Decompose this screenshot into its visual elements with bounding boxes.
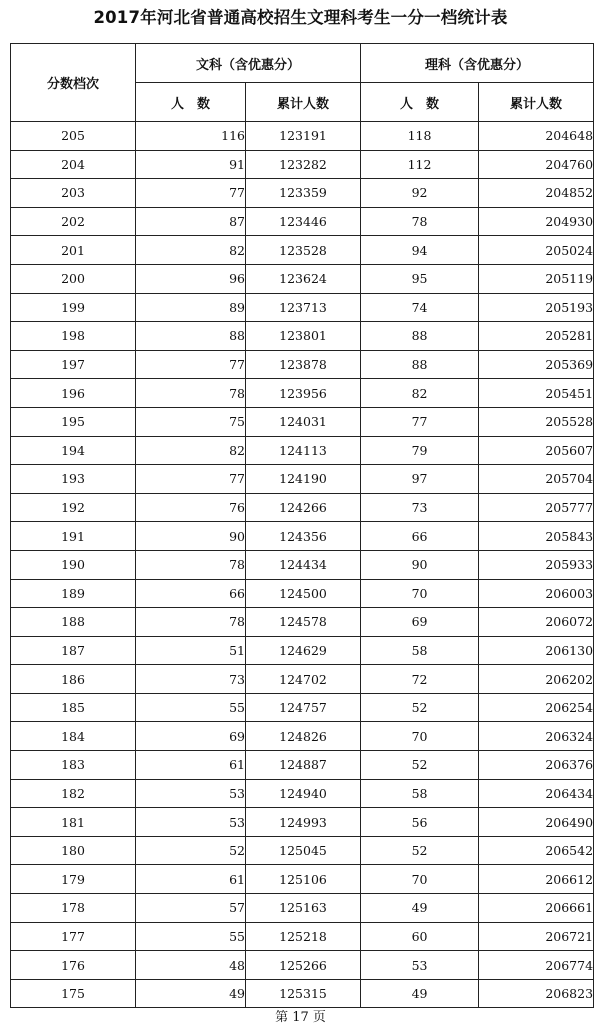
table-row [11, 550, 594, 579]
score-cell: 196 [11, 379, 136, 408]
like-cumulative-cell: 205451 [479, 379, 594, 408]
like-cumulative-cell: 205193 [479, 293, 594, 322]
table-row [11, 150, 594, 179]
table-row [11, 693, 594, 722]
like-cumulative-cell: 205843 [479, 522, 594, 551]
like-cumulative-cell: 205704 [479, 465, 594, 494]
like-count-cell: 79 [361, 436, 479, 465]
like-cumulative-cell: 206774 [479, 951, 594, 980]
like-count-cell: 49 [361, 894, 479, 923]
score-cell: 200 [11, 264, 136, 293]
like-cumulative-cell: 206130 [479, 636, 594, 665]
like-count-cell: 70 [361, 722, 479, 751]
wenke-count-cell: 77 [136, 179, 246, 208]
table-row [11, 236, 594, 265]
wenke-count-cell: 55 [136, 922, 246, 951]
like-count-cell: 53 [361, 951, 479, 980]
score-cell: 204 [11, 150, 136, 179]
wenke-count-cell: 78 [136, 379, 246, 408]
score-cell: 191 [11, 522, 136, 551]
wenke-count-cell: 61 [136, 865, 246, 894]
wenke-count-cell: 82 [136, 436, 246, 465]
like-count-cell: 52 [361, 693, 479, 722]
header-like-cumulative: 累计人数 [479, 83, 594, 122]
score-cell: 176 [11, 951, 136, 980]
wenke-cumulative-cell: 123801 [246, 322, 361, 351]
wenke-count-cell: 52 [136, 836, 246, 865]
wenke-count-cell: 53 [136, 779, 246, 808]
like-cumulative-cell: 206490 [479, 808, 594, 837]
header-like-count: 人 数 [361, 83, 479, 122]
wenke-cumulative-cell: 123282 [246, 150, 361, 179]
table-row [11, 865, 594, 894]
table-row [11, 379, 594, 408]
score-cell: 188 [11, 608, 136, 637]
wenke-count-cell: 55 [136, 693, 246, 722]
like-count-cell: 58 [361, 636, 479, 665]
score-cell: 201 [11, 236, 136, 265]
wenke-count-cell: 57 [136, 894, 246, 923]
like-count-cell: 78 [361, 207, 479, 236]
wenke-count-cell: 89 [136, 293, 246, 322]
like-cumulative-cell: 206612 [479, 865, 594, 894]
score-cell: 184 [11, 722, 136, 751]
score-cell: 180 [11, 836, 136, 865]
wenke-count-cell: 75 [136, 407, 246, 436]
wenke-cumulative-cell: 125315 [246, 979, 361, 1008]
like-count-cell: 69 [361, 608, 479, 637]
like-cumulative-cell: 206542 [479, 836, 594, 865]
table-row [11, 407, 594, 436]
header-wenke: 文科（含优惠分） [136, 44, 361, 83]
table-row [11, 264, 594, 293]
wenke-count-cell: 76 [136, 493, 246, 522]
table-row [11, 922, 594, 951]
wenke-count-cell: 116 [136, 122, 246, 151]
wenke-cumulative-cell: 124266 [246, 493, 361, 522]
score-cell: 179 [11, 865, 136, 894]
table-row [11, 322, 594, 351]
table-row [11, 636, 594, 665]
wenke-cumulative-cell: 124826 [246, 722, 361, 751]
wenke-cumulative-cell: 124940 [246, 779, 361, 808]
like-count-cell: 95 [361, 264, 479, 293]
like-cumulative-cell: 206003 [479, 579, 594, 608]
like-count-cell: 52 [361, 751, 479, 780]
like-count-cell: 97 [361, 465, 479, 494]
table-row [11, 522, 594, 551]
like-cumulative-cell: 206376 [479, 751, 594, 780]
page-number: 第 17 页 [275, 1010, 326, 1025]
wenke-cumulative-cell: 124993 [246, 808, 361, 837]
score-cell: 178 [11, 894, 136, 923]
like-cumulative-cell: 206254 [479, 693, 594, 722]
like-cumulative-cell: 204760 [479, 150, 594, 179]
like-count-cell: 52 [361, 836, 479, 865]
wenke-count-cell: 73 [136, 665, 246, 694]
wenke-count-cell: 77 [136, 350, 246, 379]
wenke-count-cell: 88 [136, 322, 246, 351]
wenke-cumulative-cell: 124500 [246, 579, 361, 608]
wenke-cumulative-cell: 125266 [246, 951, 361, 980]
like-count-cell: 70 [361, 865, 479, 894]
score-cell: 185 [11, 693, 136, 722]
score-cell: 192 [11, 493, 136, 522]
wenke-cumulative-cell: 123359 [246, 179, 361, 208]
score-cell: 190 [11, 550, 136, 579]
wenke-count-cell: 69 [136, 722, 246, 751]
wenke-cumulative-cell: 123528 [246, 236, 361, 265]
table-row [11, 751, 594, 780]
score-cell: 177 [11, 922, 136, 951]
table-row [11, 579, 594, 608]
wenke-cumulative-cell: 124578 [246, 608, 361, 637]
table-row [11, 465, 594, 494]
like-count-cell: 77 [361, 407, 479, 436]
score-cell: 182 [11, 779, 136, 808]
like-cumulative-cell: 205607 [479, 436, 594, 465]
like-count-cell: 82 [361, 379, 479, 408]
table-row [11, 493, 594, 522]
table-row [11, 207, 594, 236]
score-cell: 193 [11, 465, 136, 494]
table-row [11, 179, 594, 208]
like-count-cell: 60 [361, 922, 479, 951]
like-count-cell: 94 [361, 236, 479, 265]
like-count-cell: 66 [361, 522, 479, 551]
wenke-count-cell: 78 [136, 608, 246, 637]
table-row [11, 808, 594, 837]
wenke-cumulative-cell: 123713 [246, 293, 361, 322]
wenke-count-cell: 90 [136, 522, 246, 551]
wenke-cumulative-cell: 124031 [246, 407, 361, 436]
score-cell: 175 [11, 979, 136, 1008]
like-count-cell: 49 [361, 979, 479, 1008]
wenke-cumulative-cell: 124190 [246, 465, 361, 494]
table-row [11, 894, 594, 923]
wenke-cumulative-cell: 123624 [246, 264, 361, 293]
table-row [11, 951, 594, 980]
table-row [11, 665, 594, 694]
table-row [11, 608, 594, 637]
document-title: 2017年河北省普通高校招生文理科考生一分一档统计表 [93, 8, 508, 27]
table-row [11, 836, 594, 865]
wenke-count-cell: 51 [136, 636, 246, 665]
wenke-cumulative-cell: 123191 [246, 122, 361, 151]
like-cumulative-cell: 205369 [479, 350, 594, 379]
like-count-cell: 73 [361, 493, 479, 522]
score-cell: 197 [11, 350, 136, 379]
wenke-count-cell: 61 [136, 751, 246, 780]
wenke-cumulative-cell: 124702 [246, 665, 361, 694]
score-cell: 189 [11, 579, 136, 608]
table-row [11, 722, 594, 751]
table-row [11, 779, 594, 808]
score-cell: 186 [11, 665, 136, 694]
wenke-count-cell: 82 [136, 236, 246, 265]
wenke-cumulative-cell: 123446 [246, 207, 361, 236]
table-row [11, 122, 594, 151]
like-cumulative-cell: 206072 [479, 608, 594, 637]
table-row [11, 350, 594, 379]
score-cell: 181 [11, 808, 136, 837]
wenke-cumulative-cell: 125218 [246, 922, 361, 951]
like-count-cell: 72 [361, 665, 479, 694]
like-cumulative-cell: 204648 [479, 122, 594, 151]
like-cumulative-cell: 206721 [479, 922, 594, 951]
header-wenke-cumulative: 累计人数 [246, 83, 361, 122]
table-row [11, 293, 594, 322]
wenke-cumulative-cell: 125045 [246, 836, 361, 865]
like-cumulative-cell: 205528 [479, 407, 594, 436]
like-cumulative-cell: 204930 [479, 207, 594, 236]
wenke-count-cell: 87 [136, 207, 246, 236]
header-wenke-count: 人 数 [136, 83, 246, 122]
wenke-count-cell: 48 [136, 951, 246, 980]
wenke-cumulative-cell: 124629 [246, 636, 361, 665]
like-count-cell: 112 [361, 150, 479, 179]
wenke-count-cell: 77 [136, 465, 246, 494]
score-cell: 203 [11, 179, 136, 208]
wenke-cumulative-cell: 124434 [246, 550, 361, 579]
header-like: 理科（含优惠分） [361, 44, 594, 83]
score-cell: 205 [11, 122, 136, 151]
like-cumulative-cell: 206434 [479, 779, 594, 808]
like-cumulative-cell: 205933 [479, 550, 594, 579]
wenke-count-cell: 78 [136, 550, 246, 579]
like-cumulative-cell: 205777 [479, 493, 594, 522]
like-cumulative-cell: 204852 [479, 179, 594, 208]
like-cumulative-cell: 205024 [479, 236, 594, 265]
wenke-cumulative-cell: 124757 [246, 693, 361, 722]
like-cumulative-cell: 206202 [479, 665, 594, 694]
score-cell: 198 [11, 322, 136, 351]
wenke-cumulative-cell: 123956 [246, 379, 361, 408]
like-count-cell: 58 [361, 779, 479, 808]
wenke-cumulative-cell: 125106 [246, 865, 361, 894]
wenke-count-cell: 66 [136, 579, 246, 608]
wenke-count-cell: 96 [136, 264, 246, 293]
wenke-cumulative-cell: 124113 [246, 436, 361, 465]
score-cell: 202 [11, 207, 136, 236]
wenke-cumulative-cell: 124356 [246, 522, 361, 551]
like-cumulative-cell: 206324 [479, 722, 594, 751]
like-count-cell: 92 [361, 179, 479, 208]
score-cell: 194 [11, 436, 136, 465]
like-cumulative-cell: 205281 [479, 322, 594, 351]
score-cell: 183 [11, 751, 136, 780]
wenke-count-cell: 53 [136, 808, 246, 837]
score-cell: 199 [11, 293, 136, 322]
like-count-cell: 88 [361, 322, 479, 351]
like-count-cell: 70 [361, 579, 479, 608]
table-row [11, 979, 594, 1008]
wenke-count-cell: 91 [136, 150, 246, 179]
like-count-cell: 88 [361, 350, 479, 379]
like-count-cell: 118 [361, 122, 479, 151]
wenke-cumulative-cell: 123878 [246, 350, 361, 379]
score-distribution-table [10, 43, 594, 1008]
table-row [11, 436, 594, 465]
wenke-cumulative-cell: 125163 [246, 894, 361, 923]
like-count-cell: 74 [361, 293, 479, 322]
like-cumulative-cell: 205119 [479, 264, 594, 293]
wenke-cumulative-cell: 124887 [246, 751, 361, 780]
like-count-cell: 90 [361, 550, 479, 579]
score-cell: 195 [11, 407, 136, 436]
wenke-count-cell: 49 [136, 979, 246, 1008]
like-count-cell: 56 [361, 808, 479, 837]
like-cumulative-cell: 206661 [479, 894, 594, 923]
score-cell: 187 [11, 636, 136, 665]
header-score-level: 分数档次 [11, 44, 136, 122]
like-cumulative-cell: 206823 [479, 979, 594, 1008]
